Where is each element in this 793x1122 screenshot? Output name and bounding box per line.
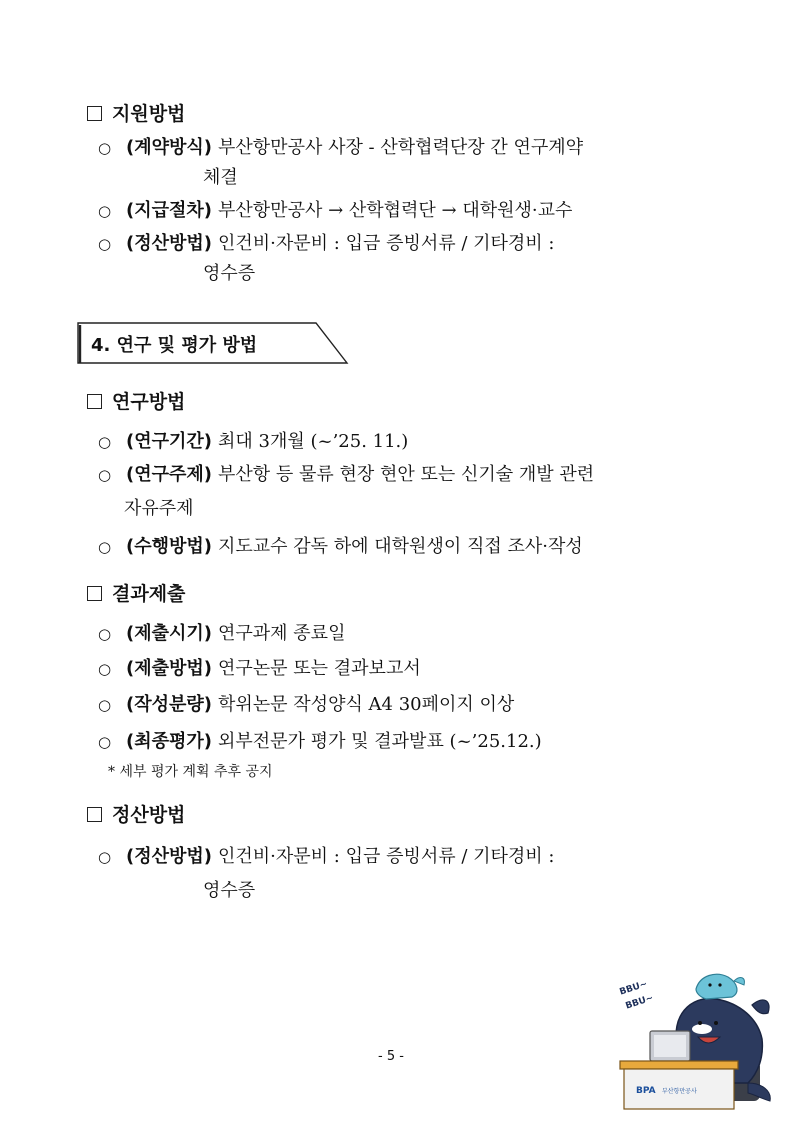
mascot-illustration [612, 965, 782, 1115]
item-text: 지도교수 감독 하에 대학원생이 직접 조사·작성 [218, 536, 583, 557]
item-label: (최종평가) [126, 731, 213, 752]
list-item [98, 619, 345, 645]
footnote: * 세부 평가 계획 추후 공지 [108, 764, 273, 780]
item-text: 부산항만공사 사장 - 산학협력단장 간 연구계약 [218, 137, 584, 158]
list-item [98, 133, 583, 159]
circle-bullet-icon: ○ [98, 433, 112, 451]
svg-text:BBU~: BBU~ [624, 993, 655, 1012]
circle-bullet-icon: ○ [98, 733, 112, 751]
item-label: (제출시기) [126, 623, 213, 644]
page-number: - 5 - [378, 1049, 404, 1064]
item-label: (연구기간) [126, 431, 213, 452]
mascot-sound-text: BBU~ [618, 979, 649, 998]
section-title: 4. 연구 및 평가 방법 [91, 335, 258, 356]
circle-bullet-icon: ○ [98, 848, 112, 866]
item-text: 부산항만공사 → 산학협력단 → 대학원생·교수 [218, 200, 573, 221]
checkbox-square-icon [87, 394, 102, 409]
item-label: (수행방법) [126, 536, 213, 557]
checkbox-square-icon [87, 106, 102, 121]
item-text: 외부전문가 평가 및 결과발표 (~’25.12.) [218, 731, 542, 752]
item-label: (정산방법) [126, 233, 213, 254]
list-item [98, 196, 572, 222]
item-text: 인건비·자문비 : 입금 증빙서류 / 기타경비 : [218, 846, 555, 867]
checkbox-square-icon [87, 586, 102, 601]
list-item [98, 229, 554, 255]
section-heading-result: 결과제출 [87, 579, 185, 606]
item-continuation: 영수증 [203, 880, 256, 901]
circle-bullet-icon: ○ [98, 538, 112, 556]
svg-text:부산항만공사: 부산항만공사 [662, 1088, 697, 1095]
section-heading-settlement: 정산방법 [87, 800, 185, 827]
circle-bullet-icon: ○ [98, 466, 112, 484]
list-item [98, 427, 408, 453]
circle-bullet-icon: ○ [98, 235, 112, 253]
item-continuation: 자유주제 [124, 498, 194, 519]
item-text: 최대 3개월 (~’25. 11.) [218, 431, 409, 452]
list-item [98, 690, 514, 716]
item-label: (정산방법) [126, 846, 213, 867]
list-item [98, 727, 542, 753]
item-label: (계약방식) [126, 137, 213, 158]
item-continuation: 체결 [203, 167, 238, 188]
item-label: (제출방법) [126, 658, 213, 679]
list-item [98, 460, 594, 486]
checkbox-square-icon [87, 807, 102, 822]
circle-bullet-icon: ○ [98, 660, 112, 678]
section-heading-support: 지원방법 [87, 99, 185, 126]
section-heading-research: 연구방법 [87, 387, 185, 414]
item-label: (지급절차) [126, 200, 213, 221]
item-text: 학위논문 작성양식 A4 30페이지 이상 [218, 694, 515, 715]
item-continuation: 영수증 [203, 263, 256, 284]
item-label: (연구주제) [126, 464, 213, 485]
circle-bullet-icon: ○ [98, 625, 112, 643]
list-item [98, 532, 583, 558]
circle-bullet-icon: ○ [98, 139, 112, 157]
list-item [98, 842, 554, 868]
circle-bullet-icon: ○ [98, 696, 112, 714]
list-item [98, 654, 421, 680]
item-label: (작성분량) [126, 694, 213, 715]
circle-bullet-icon: ○ [98, 202, 112, 220]
item-text: 부산항 등 물류 현장 현안 또는 신기술 개발 관련 [218, 464, 595, 485]
item-text: 인건비·자문비 : 입금 증빙서류 / 기타경비 : [218, 233, 555, 254]
item-text: 연구논문 또는 결과보고서 [218, 658, 421, 679]
item-text: 연구과제 종료일 [218, 623, 346, 644]
mascot-monitor-logo: BPA [636, 1086, 656, 1096]
